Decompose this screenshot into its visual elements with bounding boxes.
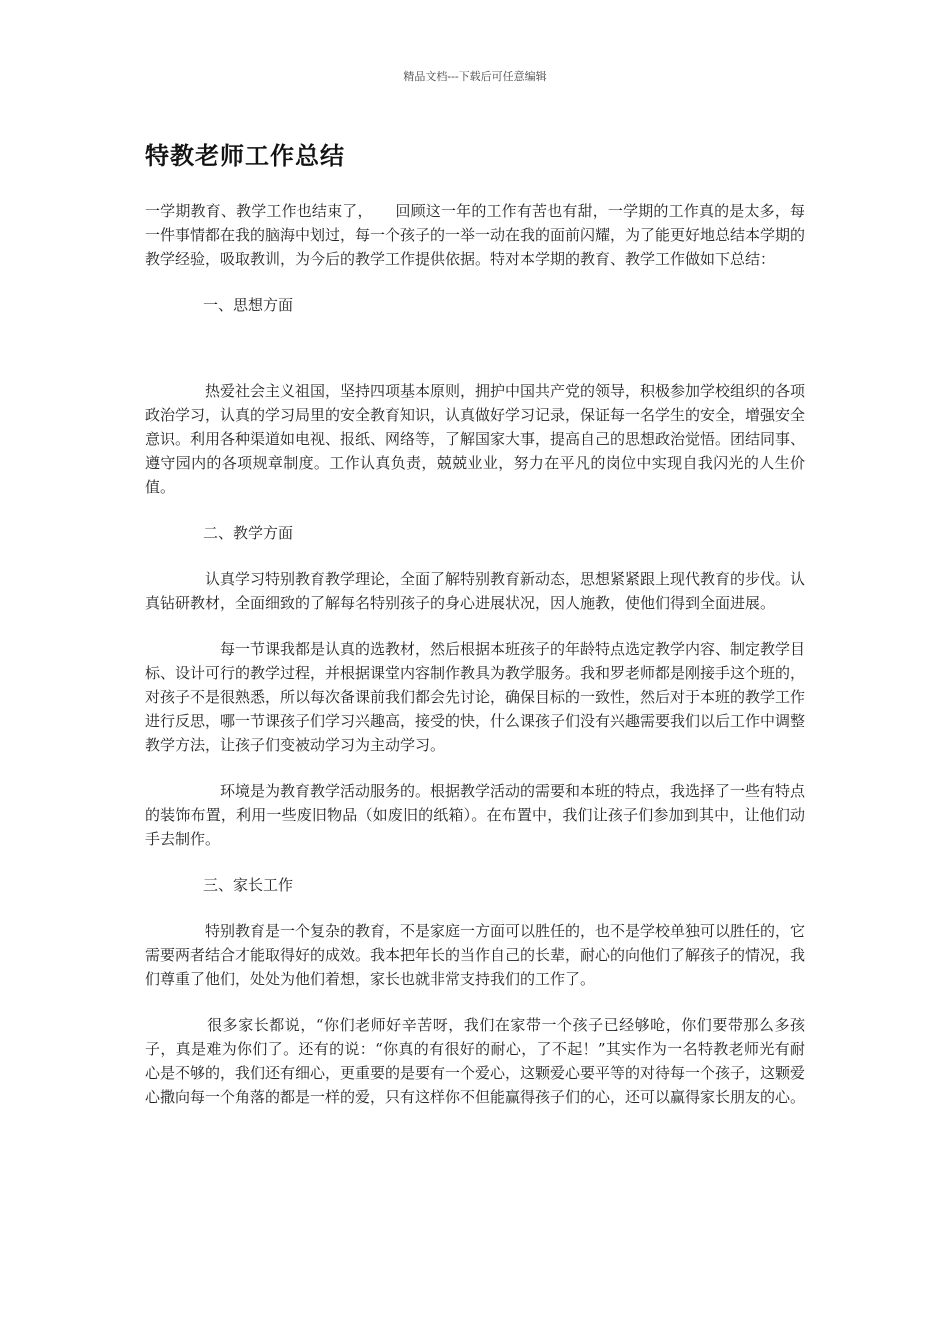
paragraph-parents-2: 很多家长都说，“你们老师好辛苦呀，我们在家带一个孩子已经够呛，你们要带那么多孩子，真是难为你们了。还有的说：“你真的有很好的耐心，了不起！”其实作为一名特教老师光有耐心是不够的，我们还有细心，更重要的是要有一个爱心，这颗爱心要平等的对待每一个孩子，这颗爱心撒向每一个角落的都是一样的爱，只有这样你不但能赢得孩子们的心，还可以赢得家长朋友的心。 bbox=[145, 1016, 806, 1106]
paragraph-intro: 一学期教育、教学工作也结束了， 回顾这一年的工作有苦也有甜，一学期的工作真的是太多，每一件事情都在我的脑海中划过，每一个孩子的一举一动在我的面前闪耀，为了能更好地总结本学期的教学经验，吸取教训，为今后的教学工作提供依据。特对本学期的教育、教学工作做如下总结： bbox=[145, 202, 806, 268]
paragraph-ideology: 热爱社会主义祖国，坚持四项基本原则，拥护中国共产党的领导，积极参加学校组织的各项政治学习，认真的学习局里的安全教育知识，认真做好学习记录，保证每一名学生的安全，增强安全意识。利用各种渠道如电视、报纸、网络等，了解国家大事，提高自己的思想政治觉悟。团结同事、遵守园内的各项规章制度。工作认真负责，兢兢业业，努力在平凡的岗位中实现自我闪光的人生价值。 bbox=[145, 382, 806, 496]
paragraph-teaching-3: 环境是为教育教学活动服务的。根据教学活动的需要和本班的特点，我选择了一些有特点的装饰布置，利用一些废旧物品（如废旧的纸箱）。在布置中，我们让孩子们参加到其中，让他们动手去制作。 bbox=[145, 782, 806, 848]
section-heading-teaching: 二、教学方面 bbox=[203, 524, 294, 542]
paragraph-parents-1: 特别教育是一个复杂的教育，不是家庭一方面可以胜任的，也不是学校单独可以胜任的，它需要两者结合才能取得好的成效。我本把年长的当作自己的长辈，耐心的向他们了解孩子的情况，我们尊重了他们，处处为他们着想，家长也就非常支持我们的工作了。 bbox=[145, 922, 806, 988]
section-heading-parents: 三、家长工作 bbox=[203, 876, 294, 894]
header-note: 精品文档---下载后可任意编辑 bbox=[403, 70, 547, 83]
paragraph-teaching-2: 每一节课我都是认真的选教材，然后根据本班孩子的年龄特点选定教学内容、制定教学目标、设计可行的教学过程，并根据课堂内容制作教具为教学服务。我和罗老师都是刚接手这个班的，对孩子不是很熟悉，所以每次备课前我们都会先讨论，确保目标的一致性，然后对于本班的教学工作进行反思，哪一节课孩子们学习兴趣高，接受的快，什么课孩子们没有兴趣需要我们以后工作中调整教学方法，让孩子们变被动学习为主动学习。 bbox=[145, 640, 806, 754]
document-body bbox=[145, 199, 805, 1109]
section-heading-ideology: 一、思想方面 bbox=[203, 296, 294, 314]
paragraph-teaching-1: 认真学习特别教育教学理论，全面了解特别教育新动态，思想紧紧跟上现代教育的步伐。认真钻研教材，全面细致的了解每名特别孩子的身心进展状况，因人施教，使他们得到全面进展。 bbox=[145, 570, 806, 612]
page-title: 特教老师工作总结 bbox=[145, 142, 345, 170]
